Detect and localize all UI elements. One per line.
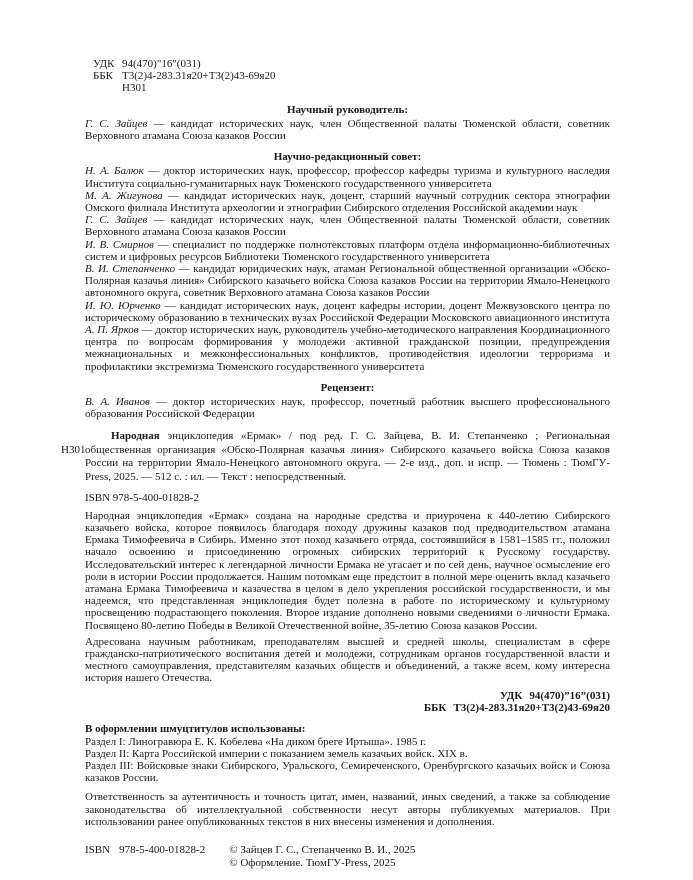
footer-imprint [85, 844, 610, 870]
supervisor-entry [85, 118, 610, 142]
annotation-paragraph-2: Адресована научным работникам, преподавателям высшей и средней школы, специалистам в сфере гражданско-патриотического воспитания детей и молодежи, сотрудникам органов государственной власти и местного самоуправления, представителям казачьих обществ и объединений, а также всем, кому интересна история нашего Отечества. [85, 635, 610, 685]
title-lead-word: Народная [111, 430, 160, 443]
member-name: И. В. Смирнов [85, 238, 154, 251]
editorial-member [85, 263, 610, 300]
supervisor-text: — кандидат исторических наук, член Общественной палаты Тюменской области, советник Верховного атамана Союза казаков России [85, 117, 611, 143]
bibliographic-text: энциклопедия «Ермак» / под ред. Г. С. Зайцева, В. И. Степанченко ; Региональная общественная организация «Обско-Полярная казачья линия» Сибирского казачьего войска Союза казаков России на территории Ямало-Ненецкого автономного округа. — 2-е изд., доп. и испр. — Тюмень : ТюмГУ-Press, 2025. — 512 с. : ил. — Текст : непосредственный. [85, 430, 610, 483]
udk-value: 94(470)"16"(031) [122, 58, 201, 70]
bbk-value: Т3(2)4-283.31я20+Т3(2)43-69я20 [453, 701, 610, 714]
editorial-board-heading: Научно-редакционный совет: [273, 151, 422, 164]
footer-isbn-value: 978-5-400-01828-2 [119, 843, 206, 856]
member-name: В. И. Степанченко [85, 263, 175, 276]
member-text: — доктор исторических наук, руководитель учебно-методического направления Координационного центра по вопросам формирования у молодежи активной гражданской позиции, предупреждения межнациональных и межконфессиональных конфликтов, противодействия идеологии терроризма и профилактики экстремизма Тюменского государственного университета [85, 324, 610, 373]
member-name: Н. А. Балюк [85, 165, 144, 178]
bbk-value: Т3(2)4-283.31я20+Т3(2)43-69я20 [122, 70, 276, 83]
member-text: — кандидат исторических наук, доцент, старший научный сотрудник сектора этнографии Омского филиала Института археологии и этнографии Сибирского отделения Российской академии наук [85, 189, 611, 215]
reviewer-name: В. А. Иванов [85, 396, 150, 409]
udk-label: УДК [93, 58, 115, 70]
bbk-code-line [93, 70, 610, 82]
author-sign: Н301 [122, 82, 147, 95]
copyright-block [229, 844, 415, 870]
member-text: — специалист по поддержке полнотекстовых платформ отдела информационно-библиотечных систем и цифровых ресурсов Библиотеки Тюменского государственного университета [85, 238, 610, 263]
design-note-item: Раздел II: Карта Российской империи с показанием земель казачьих войск. XIX в. [85, 747, 468, 760]
member-name: А. П. Ярков [85, 324, 139, 337]
catalog-card [61, 430, 610, 505]
udk-value: 94(470)”16”(031) [529, 689, 610, 702]
udk-code-line [93, 58, 610, 70]
member-text: — кандидат исторических наук, доцент кафедры истории, доцент Межвузовского центра по историческому образованию в технических вузах Российской Федерации Московского авиационного института [85, 299, 611, 324]
copyright-design: © Оформление. ТюмГУ-Press, 2025 [229, 856, 396, 869]
responsibility-note: Ответственность за аутентичность и точность цитат, имен, названий, иных сведений, а также за соблюдение законодательства об интеллектуальной собственности несут авторы публикуемых материалов. При использовании ранее опубликованных текстов в них внесены изменения и дополнения. [85, 791, 610, 828]
udk-label: УДК [499, 689, 523, 702]
member-text: — доктор исторических наук, профессор, профессор кафедры туризма и культурного наследия Института социально-гуманитарных наук Тюменского государственного университета [85, 165, 610, 190]
editorial-member [85, 214, 610, 238]
bottom-classification-codes [85, 690, 610, 715]
footer-isbn [85, 844, 205, 856]
bbk-label: ББК [93, 70, 113, 83]
design-note-item: Раздел I: Линогравюра Е. К. Кобелева «На диком бреге Иртыша». 1985 г. [85, 735, 427, 748]
design-note-item: Раздел III: Войсковые знаки Сибирского, Уральского, Семиреченского, Оренбургского казачьих войск и Союза казаков России. [85, 759, 610, 785]
member-text: — кандидат исторических наук, член Общественной палаты Тюменской области, советник Верховного атамана Союза казаков России [85, 214, 611, 239]
editorial-member [85, 300, 610, 324]
top-classification-codes [93, 58, 610, 95]
bbk-label: ББК [423, 701, 447, 714]
copyright-authors: © Зайцев Г. С., Степанченко В. И., 2025 [229, 843, 416, 856]
member-name: М. А. Жигунова [85, 189, 163, 202]
supervisor-name: Г. С. Зайцев [85, 117, 148, 130]
member-name: И. Ю. Юрченко [85, 299, 161, 312]
bibliographic-description [85, 430, 610, 484]
annotation-paragraph-1: Народная энциклопедия «Ермак» создана на народные средства и приурочена к 440-летию Сибирского казачьего войска, которое появилось благодаря походу дружины казаков под предводительством атамана Ермака Тимофеевича в Сибирь. Именно этот поход казачьего отряда, состоявшийся в 1581–1585 гг., положил начало освоению и присоединению огромных сибирских территорий к Русскому государству. Исследовательский интерес к легендарной личности Ермака не угасает и по сей день, научное осмысление его роли в истории России продолжается. Нашим потомкам еще предстоит в полной мере оценить вклад казачьего атамана Ермака Тимофеевича и казачества в целом в дело укрепления российской государственности, и мы надеемся, что представленная энциклопедия будет полезна в работе по историческому и культурному просвещению подрастающего поколения. Второе издание дополнено новыми сведениями о личности Ермака. Посвящено 80-летию Победы в Великой Отечественной войне, 35-летию Союза казаков России. [85, 509, 610, 632]
editorial-member [85, 324, 610, 373]
bbk-code-line-bottom [85, 702, 610, 714]
member-text: — кандидат юридических наук, атаман Региональной общественной организации «Обско-Полярная казачья линия» Сибирского казачьего войска Союза казаков России на территории Ямало-Ненецкого автономного округа, советник Верховного атамана Союза казаков России [85, 263, 610, 300]
design-note-heading: В оформлении шмуцтитулов использованы: [85, 723, 306, 736]
reviewer-text: — доктор исторических наук, профессор, почетный работник высшего профессионального образования Российской Федерации [85, 396, 610, 421]
catalog-card-index: Н301 [61, 443, 86, 456]
supervisor-heading: Научный руководитель: [287, 103, 408, 116]
member-name: Г. С. Зайцев [85, 214, 148, 227]
editorial-member [85, 239, 610, 263]
udk-code-line-bottom [85, 690, 610, 702]
reviewer-heading: Рецензент: [320, 381, 375, 394]
reviewer-entry [85, 396, 610, 420]
footer-isbn-label: ISBN [85, 843, 111, 856]
author-sign-line [93, 82, 610, 94]
editorial-member [85, 165, 610, 189]
editorial-member [85, 190, 610, 214]
isbn-line: ISBN 978-5-400-01828-2 [85, 492, 199, 505]
